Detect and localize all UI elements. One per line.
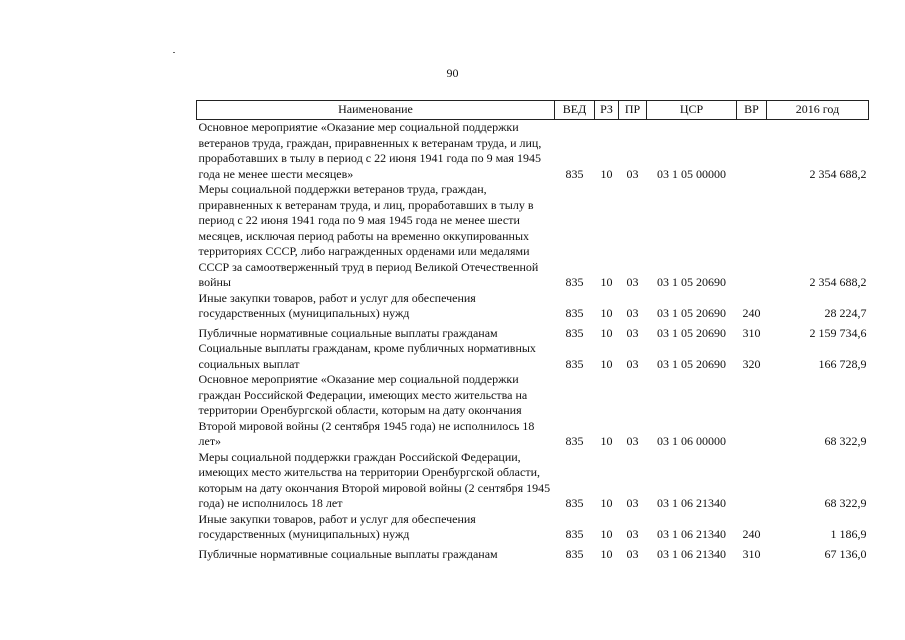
scan-speck <box>173 52 175 53</box>
row-vr <box>737 450 767 512</box>
table-row <box>197 512 869 543</box>
row-vr: 310 <box>742 546 761 561</box>
table-row <box>197 182 869 291</box>
row-csr: 03 1 05 20690 <box>657 356 726 371</box>
row-ved: 835 <box>565 306 584 320</box>
row-pr: 03 <box>626 356 639 371</box>
row-rz: 10 <box>600 546 613 561</box>
table-row <box>197 291 869 322</box>
row-csr: 03 1 06 21340 <box>657 546 726 561</box>
row-csr: 03 1 05 00000 <box>657 166 726 181</box>
page-number: 90 <box>446 66 459 80</box>
row-amount: 1 186,9 <box>830 527 867 541</box>
row-pr: 03 <box>626 546 639 561</box>
row-amount: 28 224,7 <box>824 306 867 320</box>
row-name: Иные закупки товаров, работ и услуг для обеспечения государственных (муниципальных) нужд <box>198 511 476 541</box>
row-vr <box>737 120 767 183</box>
row-amount: 2 354 688,2 <box>809 166 867 181</box>
table-row <box>197 450 869 512</box>
row-rz: 10 <box>600 434 613 448</box>
header-rz: РЗ <box>595 101 619 120</box>
row-name: Публичные нормативные социальные выплаты гражданам <box>198 325 498 340</box>
row-csr: 03 1 05 20690 <box>657 306 726 320</box>
row-amount: 68 322,9 <box>824 434 867 448</box>
row-csr: 03 1 05 20690 <box>657 325 726 340</box>
row-ved: 835 <box>565 546 584 561</box>
row-vr: 240 <box>742 306 761 320</box>
row-amount: 68 322,9 <box>824 496 867 510</box>
row-ved: 835 <box>565 325 584 340</box>
row-ved: 835 <box>565 434 584 448</box>
row-rz: 10 <box>600 325 613 340</box>
row-vr <box>737 372 767 450</box>
header-name: Наименование <box>197 101 555 120</box>
row-amount: 2 354 688,2 <box>809 275 867 289</box>
row-vr <box>737 182 767 291</box>
row-amount: 2 159 734,6 <box>809 325 867 340</box>
row-csr: 03 1 06 00000 <box>657 434 726 448</box>
row-amount: 67 136,0 <box>824 546 867 561</box>
row-rz: 10 <box>600 356 613 371</box>
row-rz: 10 <box>600 527 613 541</box>
row-amount: 166 728,9 <box>818 356 867 371</box>
row-vr: 310 <box>742 325 761 340</box>
row-name: Социальные выплаты гражданам, кроме публичных нормативных социальных выплат <box>198 341 536 371</box>
row-pr: 03 <box>626 306 639 320</box>
table-row <box>197 372 869 450</box>
row-rz: 10 <box>600 306 613 320</box>
row-ved: 835 <box>565 275 584 289</box>
row-pr: 03 <box>626 166 639 181</box>
row-csr: 03 1 06 21340 <box>657 496 726 510</box>
row-ved: 835 <box>565 496 584 510</box>
row-pr: 03 <box>626 434 639 448</box>
table-header-row <box>197 101 869 120</box>
row-rz: 10 <box>600 166 613 181</box>
row-pr: 03 <box>626 527 639 541</box>
table-row <box>197 120 869 183</box>
row-pr: 03 <box>626 496 639 510</box>
budget-table <box>196 100 869 562</box>
table-row <box>197 322 869 342</box>
row-name: Иные закупки товаров, работ и услуг для обеспечения государственных (муниципальных) нужд <box>198 290 476 320</box>
row-pr: 03 <box>626 325 639 340</box>
row-vr: 240 <box>742 527 761 541</box>
row-csr: 03 1 05 20690 <box>657 275 726 289</box>
header-csr: ЦСР <box>647 101 737 120</box>
row-rz: 10 <box>600 275 613 289</box>
row-ved: 835 <box>565 356 584 371</box>
header-vr: ВР <box>737 101 767 120</box>
row-vr: 320 <box>742 356 761 371</box>
table-row <box>197 543 869 563</box>
table-row <box>197 341 869 372</box>
row-csr: 03 1 06 21340 <box>657 527 726 541</box>
row-rz: 10 <box>600 496 613 510</box>
row-name: Меры социальной поддержки граждан Российской Федерации, имеющих место жительства на территории Оренбургской области, которым на дату окончания Второй мировой войны (2 сентября 1945 года) не исполнилось 18 лет <box>198 449 551 510</box>
row-name: Основное мероприятие «Оказание мер социальной поддержки граждан Российской Федерации, имеющих место жительства на территории Оренбургской области, которым на дату окончания Второй мировой войны (2 сентября 1945 года) не исполнилось 18 лет» <box>198 372 535 448</box>
row-name: Публичные нормативные социальные выплаты гражданам <box>198 546 498 561</box>
header-ved: ВЕД <box>555 101 595 120</box>
header-pr: ПР <box>619 101 647 120</box>
row-pr: 03 <box>626 275 639 289</box>
row-ved: 835 <box>565 527 584 541</box>
header-year: 2016 год <box>767 101 869 120</box>
row-name: Основное мероприятие «Оказание мер социальной поддержки ветеранов труда, граждан, приравненных к ветеранам труда, и лиц, проработавших в тылу в период с 22 июня 1941 года по 9 мая 1945 года не менее шести месяцев» <box>198 120 542 181</box>
row-ved: 835 <box>565 166 584 181</box>
row-name: Меры социальной поддержки ветеранов труда, граждан, приравненных к ветеранам труда, и лиц, проработавших в тылу в период с 22 июня 1941 года по 9 мая 1945 года не менее шести месяцев, исключая период работы на временно оккупированных территориях СССР, либо награжденных орденами или медалями СССР за самоотверженный труд в период Великой Отечественной войны <box>198 182 539 289</box>
